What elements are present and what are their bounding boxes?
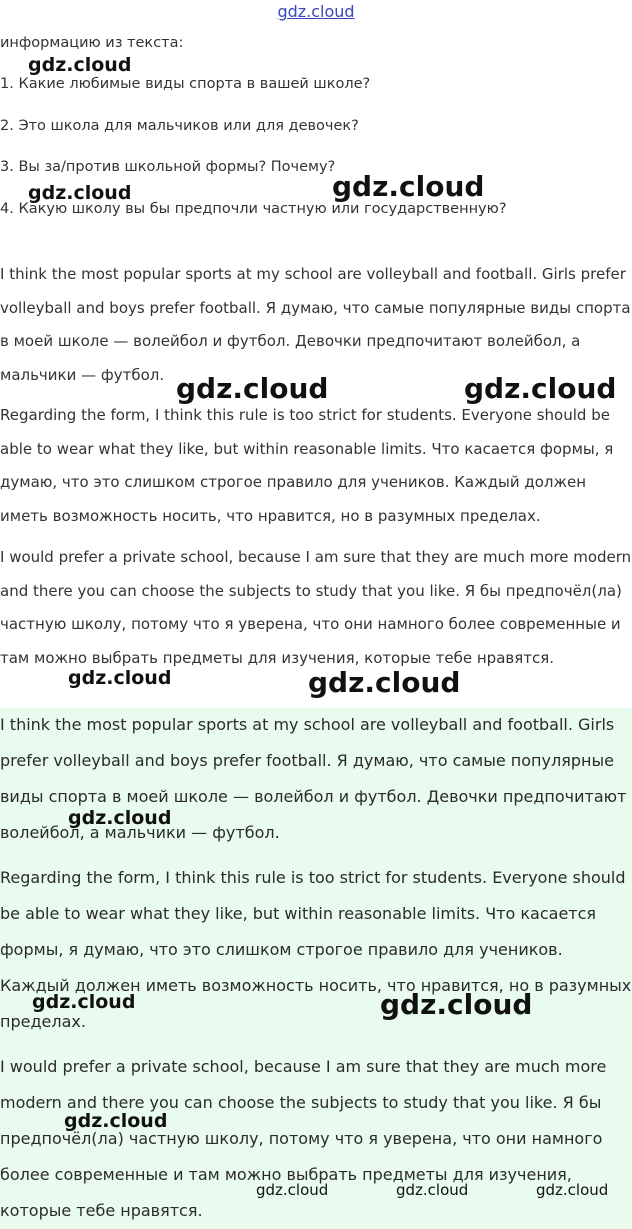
watermark: gdz.cloud [32, 991, 136, 1013]
question-4: 4. Какую школу вы бы предпочли частную или государственную? [0, 201, 507, 217]
watermark: gdz.cloud [308, 666, 461, 699]
site-header-link[interactable]: gdz.cloud [277, 2, 355, 21]
answer-1-school-type: I would prefer a private school, because I am sure that they are much more modern and there you can choose the subjects to study that you like. Я бы предпочёл(ла) частную школу, потому что я уверена, что они намного более современные и там можно выбрать предметы для изучения, которые тебе нравятся. [0, 548, 632, 667]
watermark: gdz.cloud [28, 54, 132, 76]
intro-text: информацию из текста: [0, 35, 184, 51]
answer-2-sports: I think the most popular sports at my school are volleyball and football. Girls prefer volleyball and boys prefer football. Я думаю, что самые популярные виды спорта в моей школе — волейбол и футбол. Девочки предпочитают волейбол, а мальчики — футбол. [0, 715, 627, 842]
answer-1-sports: I think the most popular sports at my school are volleyball and football. Girls prefer volleyball and boys prefer football. Я думаю, что самые популярные виды спорта в моей школе — волейбол и футбол. Девочки предпочитают волейбол, а мальчики — футбол. [0, 265, 631, 384]
watermark: gdz.cloud [256, 1181, 329, 1199]
watermark: gdz.cloud [68, 667, 172, 689]
watermark: gdz.cloud [380, 988, 533, 1021]
watermark: gdz.cloud [332, 170, 485, 203]
answer-1-uniform: Regarding the form, I think this rule is too strict for students. Everyone should be able to wear what they like, but within reasonable limits. Что касается формы, я думаю, что это слишком строгое правило для учеников. Каждый должен иметь возможность носить, что нравится, но в разумных пределах. [0, 406, 614, 525]
answer-2-uniform: Regarding the form, I think this rule is too strict for students. Everyone should be able to wear what they like, but within reasonable limits. Что касается формы, я думаю, что это слишком строгое правило для учеников. Каждый должен иметь возможность носить, что нравится, но в разумных пределах. [0, 868, 632, 1031]
watermark: gdz.cloud [396, 1181, 469, 1199]
watermark: gdz.cloud [464, 372, 617, 405]
answer-2-school-type: I would prefer a private school, because I am sure that they are much more modern and there you can choose the subjects to study that you like. Я бы предпочёл(ла) частную школу, потому что я уверена, что они намного более современные и там можно выбрать предметы для изучения, которые тебе нравятся. [0, 1057, 607, 1220]
question-3: 3. Вы за/против школьной формы? Почему? [0, 159, 336, 175]
watermark: gdz.cloud [68, 807, 172, 829]
watermark: gdz.cloud [176, 372, 329, 405]
watermark: gdz.cloud [536, 1181, 609, 1199]
question-1: 1. Какие любимые виды спорта в вашей школе? [0, 76, 371, 92]
watermark: gdz.cloud [28, 182, 132, 204]
question-2: 2. Это школа для мальчиков или для девочек? [0, 118, 359, 134]
watermark: gdz.cloud [64, 1110, 168, 1132]
